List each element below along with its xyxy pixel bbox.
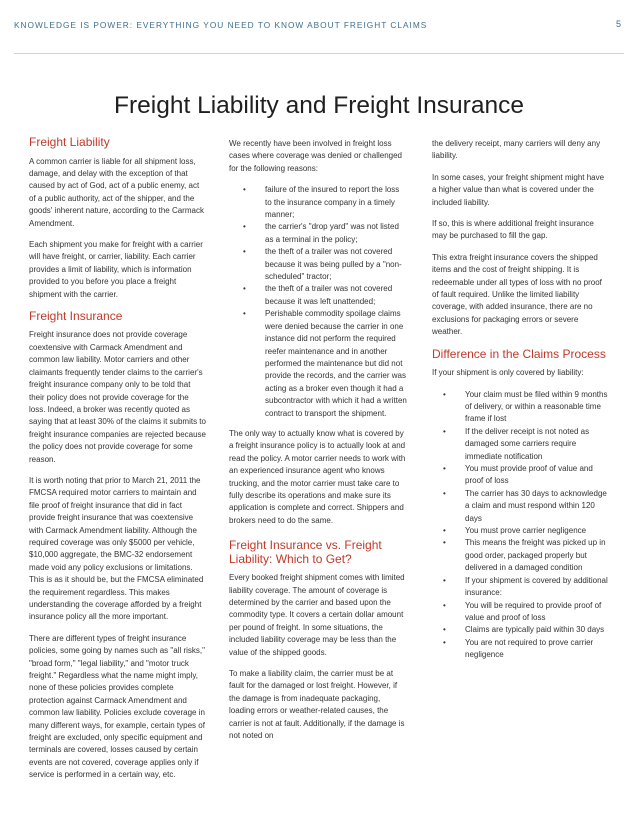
paragraph: Every booked freight shipment comes with limited liability coverage. The amount of coverage is determined by the carrier and based upon the commodity type. It covers a certain dollar amount per pound of freight. In some situations, the included liability coverage may be less than the value of the shipped goods. — [229, 573, 405, 657]
header-divider — [14, 53, 624, 54]
paragraph: In some cases, your freight shipment might have a higher value than what is covered under the included liability. — [432, 172, 605, 207]
heading-freight-liability: Freight Liability — [29, 135, 110, 149]
list-item: • Claims are typically paid within 30 days — [465, 624, 610, 636]
paragraph: Freight insurance does not provide coverage coextensive with Carmack Amendment and common law liability. Motor carriers and other claimants frequently tender claims to the carrier's freight insurance company only to be told that their policy does not provide coverage for the loss. Indeed, a broker was recently quoted as saying that at least 30% of the claims it submits to freight insurance companies are rejected because the policy does not provide coverage for some reason. — [29, 330, 206, 464]
paragraph: There are different types of freight insurance policies, some going by names such as "all risks," "broad form," "legal liability," and "motor truck freight." Regardless what the name might imply, none of these policies provides complete protection against Carmack Amendment and common law liability. Policies exclude coverage in many different ways, for example, certain types of freight are excluded, only specific equipment and terminals are covered, losses caused by certain events are not covered, coverage applies only if service is performed in a certain way, etc. — [29, 633, 205, 780]
paragraph: If so, this is where additional freight insurance may be purchased to fill the gap. — [432, 219, 594, 241]
paragraph: Each shipment you make for freight with a carrier will have freight, or carrier, liability. Each carrier provides a limit of liability, which is information provided to you before you place a freight shipment with the carrier. — [29, 239, 203, 299]
column-2 — [229, 138, 407, 751]
column-1 — [29, 136, 207, 791]
list-item: • You are not required to prove carrier negligence — [465, 637, 610, 662]
paragraph: To make a liability claim, the carrier must be at fault for the damaged or lost freight. However, if the damage is from inadequate packaging, loading errors or weather-related causes, the carrier is not at fault. Additionally, if the damage is not noted on — [229, 669, 405, 741]
list-item: • You must provide proof of value and proof of loss — [465, 463, 610, 488]
list-item: • You will be required to provide proof of value and proof of loss — [465, 600, 610, 625]
list-item: • If your shipment is covered by additional insurance: — [465, 575, 610, 600]
paragraph: A common carrier is liable for all shipment loss, damage, and delay with the exception of that caused by act of God, act of a public enemy, act of a public authority, act of the shipper, and the goods' inherent nature, according to the Carmack Amendment. — [29, 156, 204, 228]
page-number: 5 — [615, 19, 621, 29]
list-item: • This means the freight was picked up in good order, packaged properly but delivered in a damaged condition — [465, 537, 610, 574]
list-item: • failure of the insured to report the loss to the insurance company in a timely manner; — [265, 184, 407, 221]
list-item: • the carrier's "drop yard" was not listed as a terminal in the policy; — [265, 221, 407, 246]
heading-claims-process: Difference in the Claims Process — [432, 346, 606, 361]
list-item: • the theft of a trailer was not covered because it was left unattended; — [265, 283, 407, 308]
list-item: • the theft of a trailer was not covered because it was being pulled by a "non-scheduled" tractor; — [265, 246, 407, 283]
paragraph: It is worth noting that prior to March 21, 2011 the FMCSA required motor carriers to maintain and file proof of freight insurance that did in fact provide freight insurance that was coextensive with Carmack Amendment liability. Although the required coverage was only $5000 per vehicle, $10,000 aggregate, the BMC-32 endorsement made void any policy exclusions or limitations. This is as it should be, but the FMCSA eliminated the requirement regardless. This makes understanding the coverage afforded by a freight insurance policy all the more important. — [29, 475, 204, 622]
heading-freight-insurance: Freight Insurance — [29, 308, 123, 323]
list-item: • Your claim must be filed within 9 months of delivery, or within a reasonable time frame if lost — [465, 389, 610, 426]
list-item: • Perishable commodity spoilage claims were denied because the carrier in one instance did not perform the required reefer maintenance and in another performed the maintenance but did not provide the records, and the carrier was acting as a broker even though it had a subcontractor with which it had a written contract to transport the shipment. — [265, 308, 407, 420]
paragraph: the delivery receipt, many carriers will deny any liability. — [432, 139, 601, 161]
paragraph: The only way to actually know what is covered by a freight insurance policy is to actually look at and read the policy. A motor carrier needs to work with an experienced insurance agent who knows trucking, and the motor carrier must take care to fully describe its operations and make sure its application is complete and correct. Shippers and brokers need to do the same. — [229, 428, 406, 525]
claims-process-list — [432, 389, 610, 662]
denial-reasons-list — [229, 184, 407, 420]
paragraph: We recently have been involved in freight loss cases where coverage was denied or challenged for the following reasons: — [229, 139, 402, 173]
list-item: • If the deliver receipt is not noted as damaged some carriers require immediate notification — [465, 426, 610, 463]
list-item: • The carrier has 30 days to acknowledge a claim and must respond within 120 days — [465, 488, 610, 525]
paragraph: If your shipment is only covered by liability: — [432, 368, 584, 378]
column-3 — [432, 138, 610, 670]
heading-insurance-vs-liability: Freight Insurance vs. Freight Liability: Which to Get? — [229, 538, 382, 566]
list-item: • You must prove carrier negligence — [465, 525, 610, 537]
page-title: Freight Liability and Freight Insurance — [114, 92, 524, 119]
running-header: KNOWLEDGE IS POWER: EVERYTHING YOU NEED TO KNOW ABOUT FREIGHT CLAIMS — [14, 20, 428, 30]
paragraph: This extra freight insurance covers the shipped items and the cost of freight shipping. It is redeemable under all types of loss with no proof of fault required. Unlike the limited liability coverage, with added insurance, there are no exclusions for packaging errors or severe weather. — [432, 252, 602, 337]
